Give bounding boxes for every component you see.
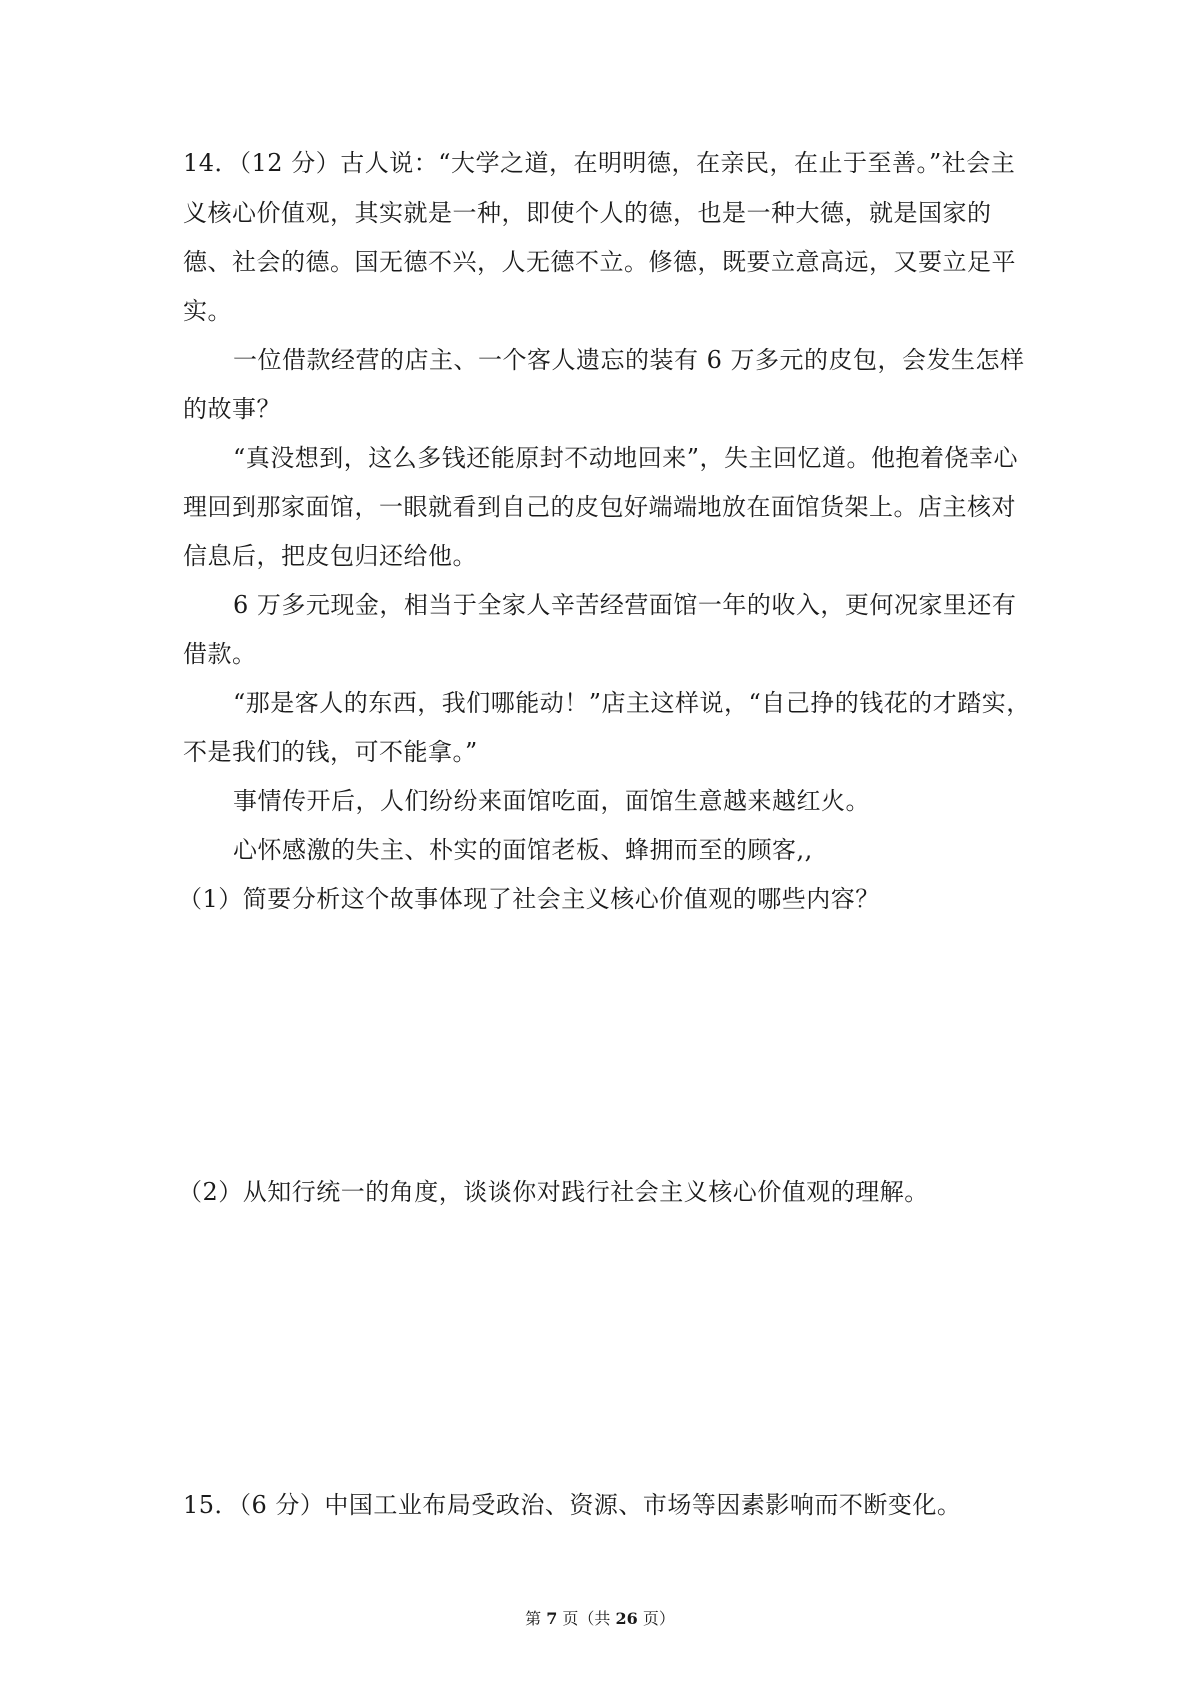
story-line-6: 6 万多元现金，相当于全家人辛苦经营面馆一年的收入，更何况家里还有 [233,591,1017,619]
q14-subquestion-2: （2）从知行统一的角度，谈谈你对践行社会主义核心价值观的理解。 [178,1178,929,1206]
story-line-8: “那是客人的东西，我们哪能动！”店主这样说，“自己挣的钱花的才踏实， [233,689,1031,717]
story-line-9: 不是我们的钱，可不能拿。” [183,738,478,766]
footer-suffix: 页） [637,1609,675,1628]
footer-middle: 页（共 [557,1609,616,1628]
story-line-5: 信息后，把皮包归还给他。 [183,542,477,570]
footer-total-pages: 26 [615,1609,638,1628]
story-line-3: “真没想到，这么多钱还能原封不动地回来”，失主回忆道。他抱着侥幸心 [233,444,1019,472]
page-footer [0,1608,1200,1630]
q14-line-1: 14．（12 分）古人说：“大学之道，在明明德，在亲民，在止于至善。”社会主 [183,149,1016,177]
q14-line-4: 实。 [183,297,232,325]
story-line-11: 心怀感激的失主、朴实的面馆老板、蜂拥而至的顾客,, [233,836,813,864]
story-line-4: 理回到那家面馆，一眼就看到自己的皮包好端端地放在面馆货架上。店主核对 [183,493,1016,521]
q15-line-1: 15．（6 分）中国工业布局受政治、资源、市场等因素影响而不断变化。 [183,1491,962,1519]
story-line-10: 事情传开后，人们纷纷来面馆吃面，面馆生意越来越红火。 [233,787,870,815]
story-line-1: 一位借款经营的店主、一个客人遗忘的装有 6 万多元的皮包，会发生怎样 [233,346,1025,374]
q14-line-2: 义核心价值观，其实就是一种，即使个人的德，也是一种大德，就是国家的 [183,199,992,227]
q14-line-3: 德、社会的德。国无德不兴，人无德不立。修德，既要立意高远，又要立足平 [183,248,1016,276]
story-line-2: 的故事？ [183,395,281,423]
footer-prefix: 第 [525,1609,547,1628]
footer-page-number: 7 [546,1609,558,1628]
q14-subquestion-1: （1）简要分析这个故事体现了社会主义核心价值观的哪些内容？ [178,885,880,913]
story-line-7: 借款。 [183,640,257,668]
